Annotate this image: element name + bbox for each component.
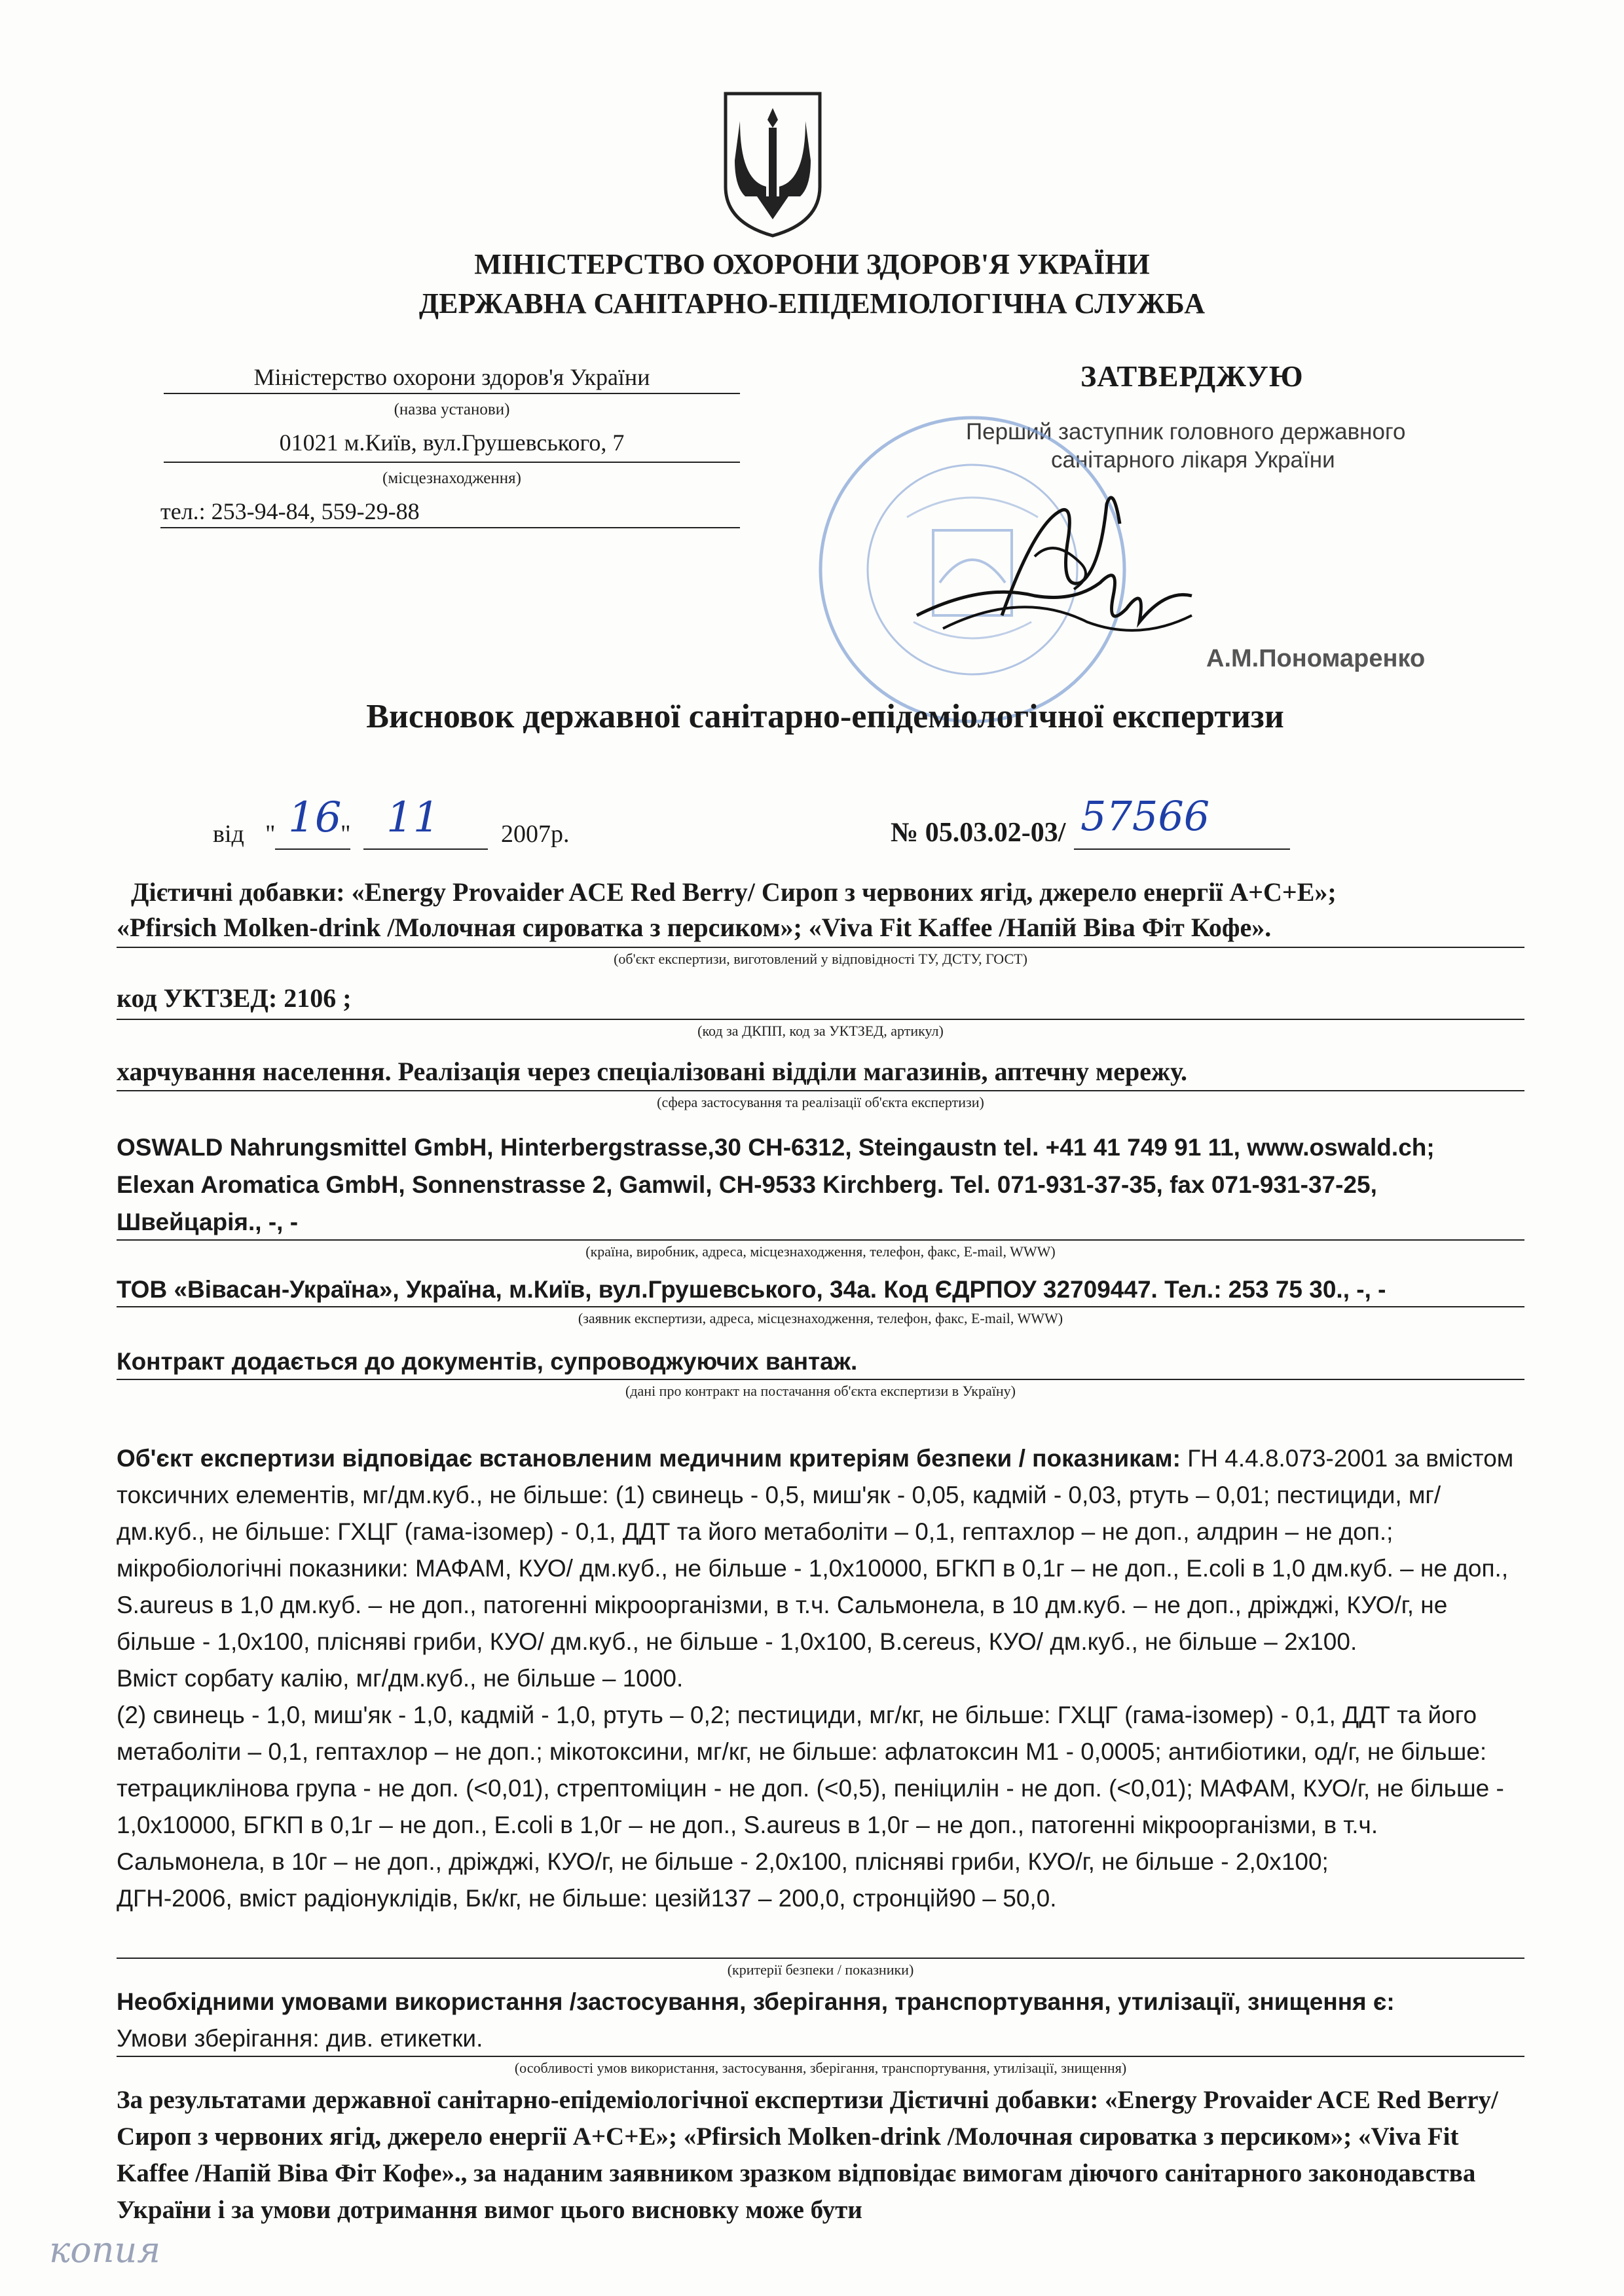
date-day-line — [275, 848, 350, 850]
conditions-caption: (особливості умов використання, застосування, зберігання, транспортування, утилізації, знищення) — [514, 2060, 1127, 2076]
criteria-block — [117, 1440, 1524, 1917]
institution-address-line — [164, 462, 740, 463]
conditions-lead: Необхідними умовами використання /застосування, зберігання, транспортування, утилізації, знищення є: — [117, 1988, 1395, 2015]
institution-name: Міністерство охорони здоров'я України — [253, 364, 650, 390]
contract-caption: (дані про контракт на постачання об'єкта експертизи в Україну) — [625, 1383, 1016, 1399]
conclusion-text: За результатами державної санітарно-епідеміологічної експертизи Дієтичні добавки: «Energy Provaider ACE Red Berry/ Сироп з червоних ягід, джерело енергії А+С+Е»; «Pfirsich Molken-drink /Молочная сироватка з персиком»; «Viva Fit Kaffee /Напій Віва Фіт Кофе»., за наданим заявником зразком відповідає вимогам діючого санітарного законодавства України і за умови дотримання вимог цього висновку може бути — [117, 2086, 1498, 2224]
handwritten-signature — [904, 484, 1205, 655]
date-day: 16 — [288, 793, 342, 842]
approval-title: ЗАТВЕРДЖУЮ — [1080, 359, 1304, 393]
applicant-line — [117, 1306, 1524, 1307]
date-quote-close: " — [341, 820, 351, 848]
institution-address-caption: (місцезнаходження) — [382, 469, 521, 487]
document-title: Висновок державної санітарно-епідеміологічної експертизи — [366, 698, 1284, 735]
contract-text: Контракт додається до документів, супроводжуючих вантаж. — [117, 1348, 858, 1375]
code-line — [117, 1019, 1524, 1020]
coat-of-arms-emblem — [720, 88, 825, 239]
date-month: 11 — [386, 793, 440, 842]
producer-line3: Швейцарія., -, - — [117, 1209, 299, 1235]
date-month-line — [363, 848, 488, 850]
criteria-paragraph-1: ГН 4.4.8.073-2001 за вмістом токсичних елементів, мг/дм.куб., не більше: (1) свинець - 0,5, миш'як - 0,05, кадмій - 0,03, ртуть – 0,01; пестициди, мг/ дм.куб., не більше: ГХЦГ (гама-ізомер) - 0,1, ДДТ та його метаболіти – 0,1, гептахлор – не доп., алдрин – не доп.; мікробіологічні показники: МАФАМ, КУО/ дм.куб., не більше - 1,0x10000, БГКП в 0,1г – не доп., E.coli в 1,0 дм.куб. – не доп., S.aureus в 1,0 дм.куб. – не доп., патогенні мікроорганізми, в т.ч. Сальмонела, в 10 дм.куб. – не доп., дріжджі, КУО/г, не більше - 1,0x100, плісняві гриби, КУО/ дм.куб., не більше - 1,0x100, B.cereus, КУО/ дм.куб., не більше – 2x100. — [117, 1445, 1514, 1655]
date-year: 2007р. — [501, 820, 570, 848]
code-caption: (код за ДКПП, код за УКТЗЕД, артикул) — [697, 1023, 944, 1039]
producer-caption: (країна, виробник, адреса, місцезнаходження, телефон, факс, E-mail, WWW) — [585, 1243, 1056, 1260]
applicant-text: ТОВ «Вівасан-Україна», Україна, м.Київ, вул.Грушевського, 34а. Код ЄДРПОУ 32709447. Тел.: 253 75 30., -, - — [117, 1276, 1386, 1303]
scope-caption: (сфера застосування та реалізації об'єкта експертизи) — [657, 1094, 984, 1110]
document-number-handwritten: 57566 — [1080, 792, 1210, 840]
institution-phone-line — [160, 527, 740, 528]
producer-line — [117, 1239, 1524, 1241]
producer-line2: Elexan Aromatica GmbH, Sonnenstrasse 2, Gamwil, CH-9533 Kirchberg. Tel. 071-931-37-35, fax 071-931-37-25, — [117, 1171, 1377, 1198]
conditions-block — [117, 1984, 1524, 2057]
scope-text: харчування населення. Реалізація через спеціалізовані відділи магазинів, аптечну мережу. — [117, 1057, 1187, 1086]
applicant-caption: (заявник експертизи, адреса, місцезнаходження, телефон, факс, E-mail, WWW) — [578, 1310, 1063, 1326]
institution-phone: тел.: 253-94-84, 559-29-88 — [160, 498, 420, 524]
contract-line — [117, 1379, 1524, 1380]
object-line2: «Pfirsich Molken-drink /Молочная сироватка з персиком»; «Viva Fit Kaffee /Напій Віва Фіт Кофе». — [117, 913, 1272, 942]
institution-address: 01021 м.Київ, вул.Грушевського, 7 — [279, 429, 625, 456]
approval-position-line2: санітарного лікаря України — [1051, 447, 1335, 473]
criteria-lead: Об'єкт експертизи відповідає встановленим медичним критеріям безпеки / показникам: — [117, 1445, 1181, 1472]
object-line — [117, 947, 1524, 948]
approval-signer: А.М.Пономаренко — [1206, 645, 1426, 672]
code-text: код УКТЗЕД: 2106 ; — [117, 983, 352, 1013]
date-prefix: від — [213, 820, 244, 848]
criteria-paragraph-4: ДГН-2006, вміст радіонуклідів, Бк/кг, не більше: цезій137 – 200,0, стронцій90 – 50,0. — [117, 1885, 1057, 1912]
institution-name-caption: (назва установи) — [394, 401, 510, 418]
producer-line1: OSWALD Nahrungsmittel GmbH, Hinterbergstrasse,30 CH-6312, Steingaustn tel. +41 41 749 91 11, www.oswald.ch; — [117, 1134, 1435, 1161]
institution-name-line — [164, 393, 740, 394]
approval-position-line1: Перший заступник головного державного — [966, 419, 1406, 445]
conditions-text: Умови зберігання: див. етикетки. — [117, 2025, 483, 2052]
criteria-caption: (критерії безпеки / показники) — [727, 1961, 914, 1978]
object-caption: (об'єкт експертизи, виготовлений у відповідності ТУ, ДСТУ, ГОСТ) — [614, 951, 1027, 967]
criteria-paragraph-3: (2) свинець - 1,0, миш'як - 1,0, кадмій - 1,0, ртуть – 0,2; пестициди, мг/кг, не більше: ГХЦГ (гама-ізомер) - 0,1, ДДТ та його метаболіти – 0,1, гептахлор – не доп.; мікотоксини, мг/кг, не більше: афлатоксин М1 - 0,0005; антибіотики, од/г, не більше: тетрациклінова група - не доп. (<0,01), стрептоміцин - не доп. (<0,5), пеніцилін - не доп. (<0,01); МАФАМ, КУО/г, не більше - 1,0x10000, БГКП в 0,1г – не доп., E.coli в 1,0г – не доп., S.aureus в 1,0г – не доп., патогенні мікроорганізми, в т.ч. Сальмонела, в 10г – не доп., дріжджі, КУО/г, не більше - 2,0x100, плісняві гриби, КУО/г, не більше - 2,0x100; — [117, 1702, 1504, 1875]
conditions-line — [117, 2056, 1524, 2057]
object-line1: Дієтичні добавки: «Energy Provaider ACE Red Berry/ Сироп з червоних ягід, джерело енергії А+С+Е»; — [131, 877, 1337, 907]
criteria-line — [117, 1958, 1524, 1959]
document-number: № 05.03.02-03/ — [891, 818, 1066, 848]
ministry-title: МІНІСТЕРСТВО ОХОРОНИ ЗДОРОВ'Я УКРАЇНИ — [474, 248, 1150, 280]
margin-handwritten-note: копия — [49, 2229, 161, 2270]
scope-line — [117, 1090, 1524, 1091]
document-number-line — [1074, 848, 1290, 850]
criteria-paragraph-2: Вміст сорбату калію, мг/дм.куб., не більше – 1000. — [117, 1665, 684, 1692]
service-title: ДЕРЖАВНА САНІТАРНО-ЕПІДЕМІОЛОГІЧНА СЛУЖБА — [418, 287, 1206, 319]
date-quote-open: " — [265, 820, 276, 848]
